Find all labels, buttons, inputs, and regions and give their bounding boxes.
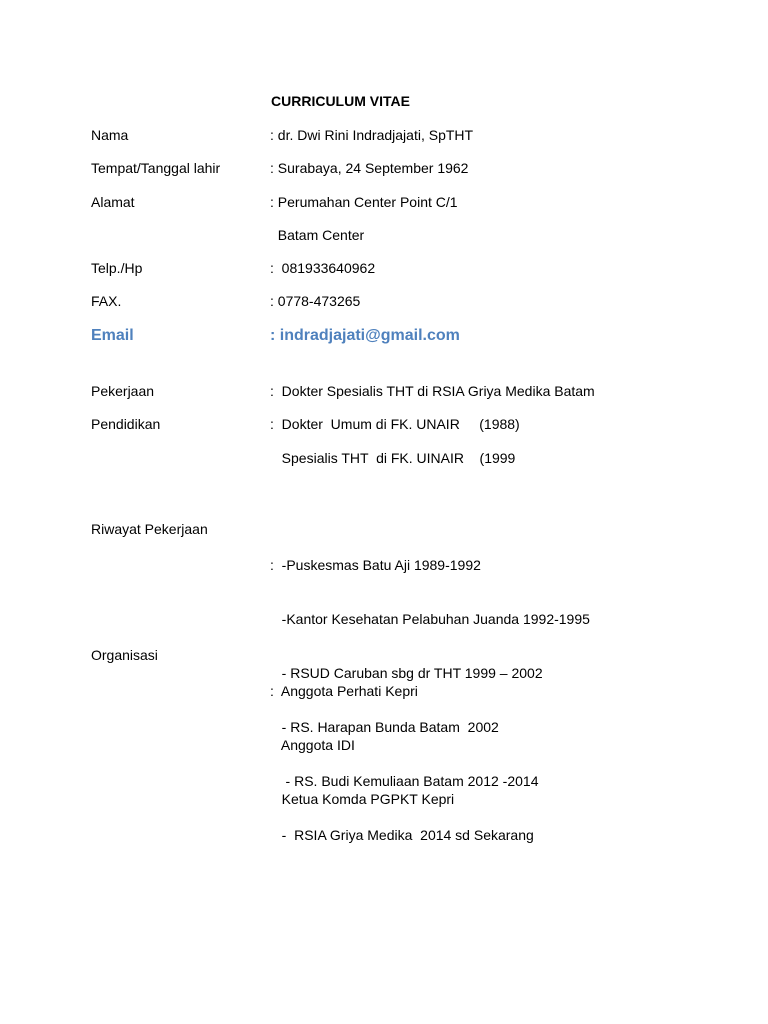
document-title: CURRICULUM VITAE — [271, 93, 410, 109]
riwayat-item: - RSUD Caruban sbg dr THT 1999 – 2002 — [270, 665, 543, 681]
pekerjaan-label: Pekerjaan — [91, 383, 155, 399]
alamat-label: Alamat — [91, 194, 135, 210]
pendidikan-line-2: Spesialis THT di FK. UINAIR (1999 — [270, 450, 516, 466]
fax-label: FAX. — [91, 293, 122, 309]
riwayat-item: - RSIA Griya Medika 2014 sd Sekarang — [270, 827, 534, 843]
organisasi-list — [270, 646, 454, 844]
pendidikan-label: Pendidikan — [91, 416, 161, 432]
organisasi-item: Anggota IDI — [270, 737, 355, 753]
email-value[interactable]: : indradjajati@gmail.com — [270, 327, 460, 344]
pekerjaan-value: : Dokter Spesialis THT di RSIA Griya Medika Batam — [270, 383, 595, 399]
organisasi-item: Ketua Komda PGPKT Kepri — [270, 791, 455, 807]
nama-value: : dr. Dwi Rini Indradjajati, SpTHT — [270, 127, 474, 143]
pendidikan-line-1: : Dokter Umum di FK. UNAIR (1988) — [270, 416, 520, 432]
telp-value: : 081933640962 — [270, 260, 376, 276]
riwayat-item: - RS. Budi Kemuliaan Batam 2012 -2014 — [270, 773, 539, 789]
fax-value: : 0778-473265 — [270, 293, 361, 309]
riwayat-item: - RS. Harapan Bunda Batam 2002 — [270, 719, 499, 735]
organisasi-item: : Anggota Perhati Kepri — [270, 683, 418, 699]
alamat-line-2: Batam Center — [270, 227, 365, 243]
telp-label: Telp./Hp — [91, 260, 143, 276]
ttl-label: Tempat/Tanggal lahir — [91, 160, 221, 176]
organisasi-label: Organisasi — [91, 647, 158, 663]
riwayat-item: -Kantor Kesehatan Pelabuhan Juanda 1992-1995 — [270, 611, 590, 627]
ttl-value: : Surabaya, 24 September 1962 — [270, 160, 469, 176]
riwayat-item: : -Puskesmas Batu Aji 1989-1992 — [270, 557, 481, 573]
email-label: Email — [91, 327, 134, 344]
riwayat-label: Riwayat Pekerjaan — [91, 521, 208, 537]
nama-label: Nama — [91, 127, 129, 143]
alamat-line-1: : Perumahan Center Point C/1 — [270, 194, 458, 210]
